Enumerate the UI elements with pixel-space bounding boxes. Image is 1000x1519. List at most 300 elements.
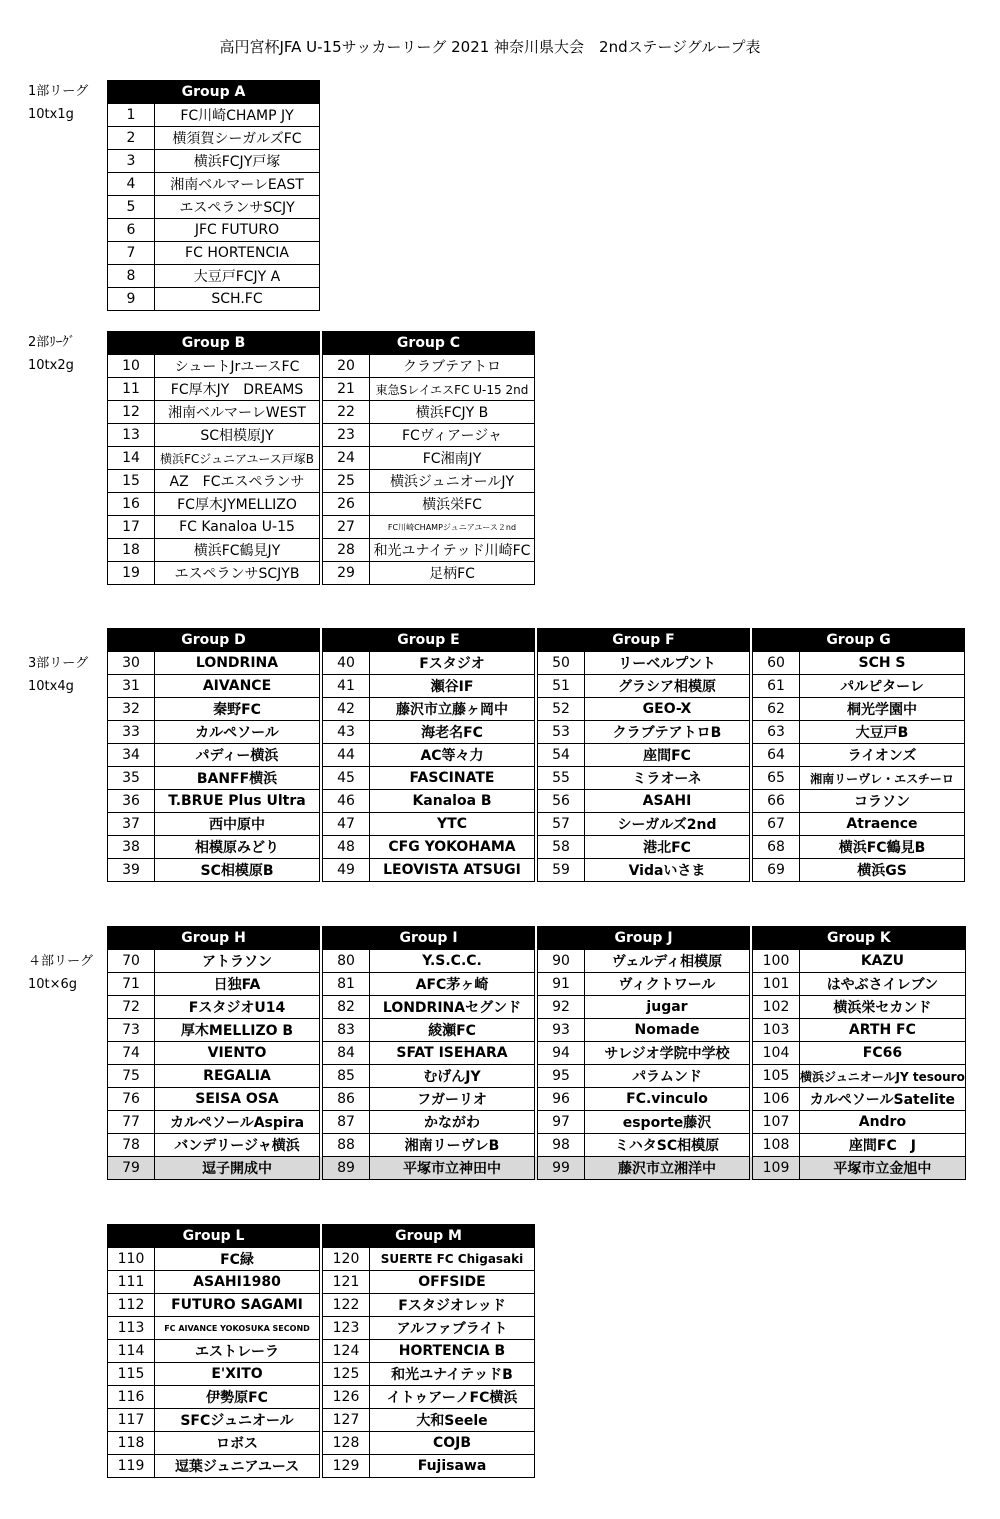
team-number: 106 [753,1088,800,1111]
team-number: 14 [108,447,155,470]
team-name: 藤沢市立藤ヶ岡中 [370,698,535,721]
team-name: パディー横浜 [155,744,320,767]
team-name: 横浜FCジュニアユース戸塚B [155,447,320,470]
team-number: 105 [753,1065,800,1088]
team-name: T.BRUE Plus Ultra [155,790,320,813]
table-row [108,950,966,973]
team-name: HORTENCIA B [370,1340,535,1363]
team-number: 63 [753,721,800,744]
group-header: Group I [323,927,535,950]
team-name: エストレーラ [155,1340,320,1363]
team-number: 88 [323,1134,370,1157]
table-row [108,973,966,996]
team-number: 48 [323,836,370,859]
team-number: 3 [108,150,155,173]
team-name: AIVANCE [155,675,320,698]
team-name: SC相模原B [155,859,320,882]
team-number: 6 [108,219,155,242]
team-number: 21 [323,378,370,401]
team-number: 108 [753,1134,800,1157]
team-number: 8 [108,265,155,288]
team-number: 80 [323,950,370,973]
team-name: 足柄FC [370,562,535,585]
team-number: 43 [323,721,370,744]
team-number: 90 [538,950,585,973]
team-number: 103 [753,1019,800,1042]
team-number: 75 [108,1065,155,1088]
team-number: 12 [108,401,155,424]
table-row [108,219,320,242]
team-name: 横浜栄FC [370,493,535,516]
group-header: Group D [108,629,320,652]
team-name: シーガルズ2nd [585,813,750,836]
team-name: jugar [585,996,750,1019]
team-name: 平塚市立金旭中 [800,1157,966,1180]
table-row [108,1409,535,1432]
team-number: 115 [108,1363,155,1386]
team-number: 13 [108,424,155,447]
team-name: 瀬谷IF [370,675,535,698]
group-header-row [108,1225,535,1248]
team-name: はやぶさイレブン [800,973,966,996]
team-number: 52 [538,698,585,721]
team-number: 31 [108,675,155,698]
group-table [107,628,965,882]
group-header: Group B [108,332,320,355]
team-number: 128 [323,1432,370,1455]
team-number: 58 [538,836,585,859]
team-number: 5 [108,196,155,219]
group-header: Group M [323,1225,535,1248]
team-name: グラシア相模原 [585,675,750,698]
team-number: 59 [538,859,585,882]
team-name: ARTH FC [800,1019,966,1042]
team-number: 74 [108,1042,155,1065]
team-name: SFAT ISEHARA [370,1042,535,1065]
league-name: 3部リーグ [28,656,89,671]
team-number: 111 [108,1271,155,1294]
table-row [108,1088,966,1111]
team-number: 77 [108,1111,155,1134]
team-number: 11 [108,378,155,401]
team-name: クラブテアトロB [585,721,750,744]
team-number: 57 [538,813,585,836]
team-name: ASAHI [585,790,750,813]
table-row [108,1111,966,1134]
team-name: コラソン [800,790,965,813]
team-number: 53 [538,721,585,744]
team-name: 東急SレイエスFC U-15 2nd [370,378,535,401]
team-number: 76 [108,1088,155,1111]
table-row [108,1294,535,1317]
team-number: 109 [753,1157,800,1180]
team-number: 34 [108,744,155,767]
team-name: 座間FC [585,744,750,767]
team-number: 100 [753,950,800,973]
team-number: 86 [323,1088,370,1111]
team-name: 日独FA [155,973,320,996]
team-name: FC66 [800,1042,966,1065]
team-number: 101 [753,973,800,996]
team-number: 46 [323,790,370,813]
team-name: KAZU [800,950,966,973]
team-name: Y.S.C.C. [370,950,535,973]
team-name: YTC [370,813,535,836]
team-name: フガーリオ [370,1088,535,1111]
team-name: Nomade [585,1019,750,1042]
team-number: 4 [108,173,155,196]
team-number: 26 [323,493,370,516]
team-name: 厚木MELLIZO B [155,1019,320,1042]
team-name: BANFF横浜 [155,767,320,790]
team-name: FC川崎CHAMPジュニアユース２nd [370,516,535,539]
table-row [108,1317,535,1340]
team-name: FC AIVANCE YOKOSUKA SECOND [155,1317,320,1340]
team-name: SEISA OSA [155,1088,320,1111]
team-name: エスペランサSCJY [155,196,320,219]
table-row [108,836,965,859]
team-number: 84 [323,1042,370,1065]
team-name: 綾瀬FC [370,1019,535,1042]
league-format: 10tx2g [28,358,74,373]
team-number: 19 [108,562,155,585]
group-header: Group C [323,332,535,355]
team-number: 65 [753,767,800,790]
team-number: 17 [108,516,155,539]
table-row [108,996,966,1019]
team-number: 127 [323,1409,370,1432]
table-row [108,242,320,265]
team-number: 85 [323,1065,370,1088]
team-name: ASAHI1980 [155,1271,320,1294]
table-row [108,1042,966,1065]
team-name: アトラソン [155,950,320,973]
team-name: ミラオーネ [585,767,750,790]
table-row [108,516,535,539]
team-number: 78 [108,1134,155,1157]
team-name: 湘南ベルマーレWEST [155,401,320,424]
table-row [108,288,320,311]
team-name: FC湘南JY [370,447,535,470]
team-number: 112 [108,1294,155,1317]
team-name: FスタジオU14 [155,996,320,1019]
group-header-row [108,629,965,652]
team-name: AC等々力 [370,744,535,767]
team-name: 横浜栄セカンド [800,996,966,1019]
team-number: 38 [108,836,155,859]
team-name: 湘南リーヴレ・エスチーロ [800,767,965,790]
team-number: 28 [323,539,370,562]
team-name: 湘南リーヴレB [370,1134,535,1157]
team-name: 平塚市立神田中 [370,1157,535,1180]
group-header: Group E [323,629,535,652]
team-number: 30 [108,652,155,675]
team-name: かながわ [370,1111,535,1134]
table-row [108,447,535,470]
team-number: 50 [538,652,585,675]
group-header-row [108,927,966,950]
group-header: Group F [538,629,750,652]
table-row [108,493,535,516]
team-name: エスペランサSCJYB [155,562,320,585]
team-name: アルファブライト [370,1317,535,1340]
team-name: 横浜ジュニオールJY [370,470,535,493]
team-name: FC厚木JY DREAMS [155,378,320,401]
team-number: 54 [538,744,585,767]
team-number: 113 [108,1317,155,1340]
table-row [108,562,535,585]
table-row [108,539,535,562]
team-name: FUTURO SAGAMI [155,1294,320,1317]
table-row [108,424,535,447]
team-number: 10 [108,355,155,378]
team-name: カルペソールAspira [155,1111,320,1134]
team-name: Atraence [800,813,965,836]
table-row [108,1065,966,1088]
team-name: ヴィクトワール [585,973,750,996]
group-header-row [108,81,320,104]
team-name: 逗子開成中 [155,1157,320,1180]
team-number: 129 [323,1455,370,1478]
team-number: 33 [108,721,155,744]
team-name: FCヴィアージャ [370,424,535,447]
table-row [108,378,535,401]
team-number: 20 [323,355,370,378]
team-name: ミハタSC相模原 [585,1134,750,1157]
league-label [28,80,88,126]
league-name: ４部リーグ [28,954,94,969]
table-row [108,790,965,813]
team-number: 62 [753,698,800,721]
table-row [108,355,535,378]
team-name: 座間FC J [800,1134,966,1157]
table-row [108,652,965,675]
team-number: 107 [753,1111,800,1134]
team-number: 121 [323,1271,370,1294]
team-number: 49 [323,859,370,882]
team-name: SC相模原JY [155,424,320,447]
team-number: 120 [323,1248,370,1271]
league-label [28,652,88,698]
team-number: 87 [323,1111,370,1134]
team-name: Fujisawa [370,1455,535,1478]
team-number: 92 [538,996,585,1019]
team-number: 45 [323,767,370,790]
team-number: 44 [323,744,370,767]
team-number: 67 [753,813,800,836]
table-row [108,401,535,424]
team-number: 41 [323,675,370,698]
team-name: 和光ユナイテッド川崎FC [370,539,535,562]
team-number: 22 [323,401,370,424]
team-number: 126 [323,1386,370,1409]
team-name: 横浜ジュニオールJY tesouro [800,1065,966,1088]
team-number: 123 [323,1317,370,1340]
team-number: 55 [538,767,585,790]
team-name: OFFSIDE [370,1271,535,1294]
team-number: 60 [753,652,800,675]
team-number: 68 [753,836,800,859]
team-name: 逗葉ジュニアユース [155,1455,320,1478]
team-name: Kanaloa B [370,790,535,813]
group-header: Group L [108,1225,320,1248]
team-number: 27 [323,516,370,539]
table-row [108,1386,535,1409]
team-name: SCH.FC [155,288,320,311]
team-name: esporte藤沢 [585,1111,750,1134]
team-name: AZ FCエスペランサ [155,470,320,493]
group-header: Group J [538,927,750,950]
team-number: 69 [753,859,800,882]
team-number: 40 [323,652,370,675]
team-number: 24 [323,447,370,470]
league-label [28,950,93,996]
team-name: リーベルプント [585,652,750,675]
team-number: 104 [753,1042,800,1065]
team-name: 桐光学園中 [800,698,965,721]
table-row [108,1157,966,1180]
team-number: 89 [323,1157,370,1180]
team-name: ヴェルディ相模原 [585,950,750,973]
team-number: 72 [108,996,155,1019]
team-name: FC.vinculo [585,1088,750,1111]
table-row [108,1340,535,1363]
team-number: 15 [108,470,155,493]
team-number: 39 [108,859,155,882]
team-number: 94 [538,1042,585,1065]
team-name: 藤沢市立湘洋中 [585,1157,750,1180]
team-number: 1 [108,104,155,127]
team-number: 114 [108,1340,155,1363]
team-name: E'XITO [155,1363,320,1386]
team-name: VIENTO [155,1042,320,1065]
team-number: 116 [108,1386,155,1409]
team-name: SFCジュニオール [155,1409,320,1432]
team-name: 秦野FC [155,698,320,721]
team-number: 23 [323,424,370,447]
team-name: 横須賀シーガルズFC [155,127,320,150]
team-name: LONDRINA [155,652,320,675]
team-number: 99 [538,1157,585,1180]
team-name: COJB [370,1432,535,1455]
team-name: FC川崎CHAMP JY [155,104,320,127]
page-title: 高円宮杯JFA U-15サッカーリーグ 2021 神奈川県大会 2ndステージグループ表 [219,38,761,56]
team-number: 118 [108,1432,155,1455]
league-format: 10tx1g [28,107,74,122]
team-name: Fスタジオ [370,652,535,675]
table-row [108,859,965,882]
team-number: 122 [323,1294,370,1317]
team-number: 117 [108,1409,155,1432]
team-name: 海老名FC [370,721,535,744]
team-number: 64 [753,744,800,767]
team-name: REGALIA [155,1065,320,1088]
team-name: AFC茅ヶ崎 [370,973,535,996]
group-header: Group K [753,927,966,950]
team-number: 36 [108,790,155,813]
group-table [107,926,966,1180]
team-number: 35 [108,767,155,790]
team-name: LONDRINAセグンド [370,996,535,1019]
team-number: 66 [753,790,800,813]
team-number: 93 [538,1019,585,1042]
team-name: 横浜GS [800,859,965,882]
team-name: Vidaいさま [585,859,750,882]
team-name: パルピターレ [800,675,965,698]
team-name: CFG YOKOHAMA [370,836,535,859]
table-row [108,698,965,721]
group-table [107,1224,535,1478]
team-name: シュートJrユースFC [155,355,320,378]
team-name: 西中原中 [155,813,320,836]
team-number: 124 [323,1340,370,1363]
team-number: 73 [108,1019,155,1042]
team-number: 71 [108,973,155,996]
league-format: 10t×6g [28,977,78,992]
team-number: 110 [108,1248,155,1271]
team-name: FC厚木JYMELLIZO [155,493,320,516]
team-name: 大豆戸FCJY A [155,265,320,288]
team-name: サレジオ学院中学校 [585,1042,750,1065]
team-name: カルペソール [155,721,320,744]
team-name: JFC FUTURO [155,219,320,242]
team-number: 9 [108,288,155,311]
team-number: 82 [323,996,370,1019]
team-number: 25 [323,470,370,493]
team-name: 相模原みどり [155,836,320,859]
team-name: バンデリージャ横浜 [155,1134,320,1157]
team-number: 7 [108,242,155,265]
team-name: 横浜FCJY戸塚 [155,150,320,173]
team-number: 102 [753,996,800,1019]
team-number: 79 [108,1157,155,1180]
table-row [108,265,320,288]
team-name: 湘南ベルマーレEAST [155,173,320,196]
team-name: イトゥアーノFC横浜 [370,1386,535,1409]
team-name: FASCINATE [370,767,535,790]
team-number: 47 [323,813,370,836]
team-number: 83 [323,1019,370,1042]
table-row [108,1271,535,1294]
team-name: 横浜FC鶴見JY [155,539,320,562]
team-name: Andro [800,1111,966,1134]
team-number: 61 [753,675,800,698]
table-row [108,767,965,790]
table-row [108,1134,966,1157]
team-name: 港北FC [585,836,750,859]
team-number: 37 [108,813,155,836]
team-number: 42 [323,698,370,721]
team-name: 和光ユナイテッドB [370,1363,535,1386]
team-name: 大豆戸B [800,721,965,744]
league-name: 2部ﾘｰｸﾞ [28,335,76,350]
table-row [108,127,320,150]
table-row [108,1363,535,1386]
team-number: 97 [538,1111,585,1134]
team-name: 横浜FCJY B [370,401,535,424]
group-header-row [108,332,535,355]
table-row [108,196,320,219]
team-name: パラムンド [585,1065,750,1088]
team-name: 横浜FC鶴見B [800,836,965,859]
group-header: Group A [108,81,320,104]
team-name: SUERTE FC Chigasaki [370,1248,535,1271]
table-row [108,470,535,493]
team-name: SCH S [800,652,965,675]
table-row [108,104,320,127]
team-number: 125 [323,1363,370,1386]
table-row [108,1248,535,1271]
